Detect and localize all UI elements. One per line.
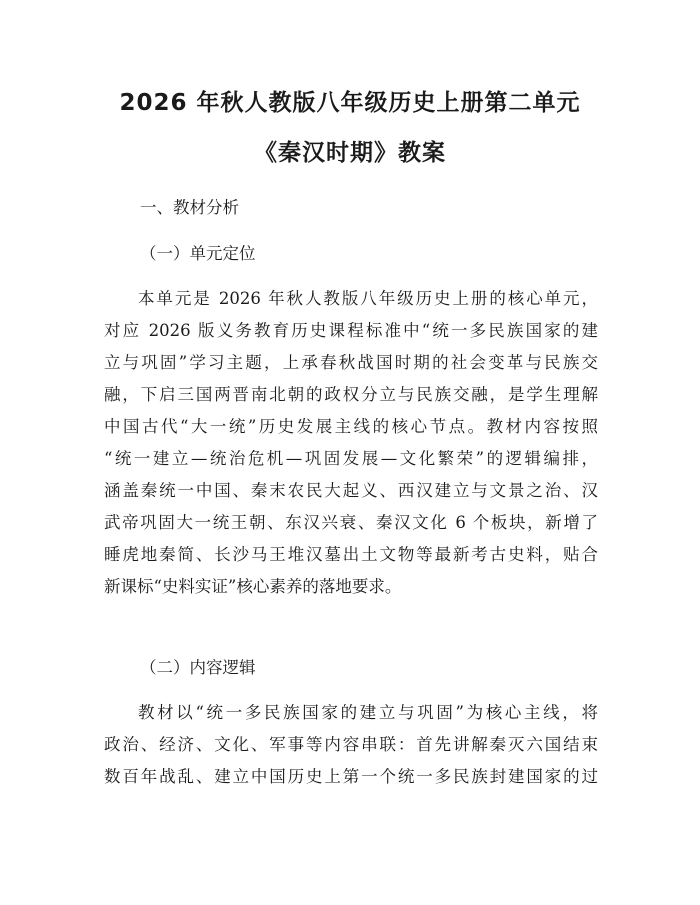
document-title-line-2: 《秦汉时期》教案 <box>254 140 446 166</box>
paragraph-line: 政治、经济、文化、军事等内容串联：首先讲解秦灭六国结束 <box>104 735 598 754</box>
subsection-heading-content-logic: （二）内容逻辑 <box>140 658 256 677</box>
paragraph-line: 教材以“统一多民族国家的建立与巩固”为核心主线，将 <box>138 703 598 722</box>
paragraph-line: 睡虎地秦简、长沙马王堆汉墓出土文物等最新考古史料，贴合 <box>104 545 598 564</box>
paragraph-line: 融，下启三国两晋南北朝的政权分立与民族交融，是学生理解 <box>104 385 598 404</box>
paragraph-line: 涵盖秦统一中国、秦末农民大起义、西汉建立与文景之治、汉 <box>104 481 598 500</box>
paragraph-line: “统一建立—统治危机—巩固发展—文化繁荣”的逻辑编排， <box>104 449 598 468</box>
paragraph-line: 数百年战乱、建立中国历史上第一个统一多民族封建国家的过 <box>104 767 598 786</box>
section-heading-textbook-analysis: 一、教材分析 <box>140 198 239 217</box>
paragraph-line: 立与巩固”学习主题，上承春秋战国时期的社会变革与民族交 <box>104 353 598 372</box>
document-title-line-1: 2026 年秋人教版八年级历史上册第二单元 <box>119 90 581 116</box>
paragraph-unit-positioning <box>104 283 598 603</box>
paragraph-line: 中国古代“大一统”历史发展主线的核心节点。教材内容按照 <box>104 417 598 436</box>
paragraph-line: 新课标“史料实证”核心素养的落地要求。 <box>104 577 402 596</box>
paragraph-line: 武帝巩固大一统王朝、东汉兴衰、秦汉文化 6 个板块，新增了 <box>104 513 598 532</box>
paragraph-line: 本单元是 2026 年秋人教版八年级历史上册的核心单元， <box>138 289 598 308</box>
paragraph-line: 对应 2026 版义务教育历史课程标准中“统一多民族国家的建 <box>104 321 598 340</box>
subsection-heading-unit-positioning: （一）单元定位 <box>140 244 256 263</box>
paragraph-content-logic <box>104 697 598 793</box>
